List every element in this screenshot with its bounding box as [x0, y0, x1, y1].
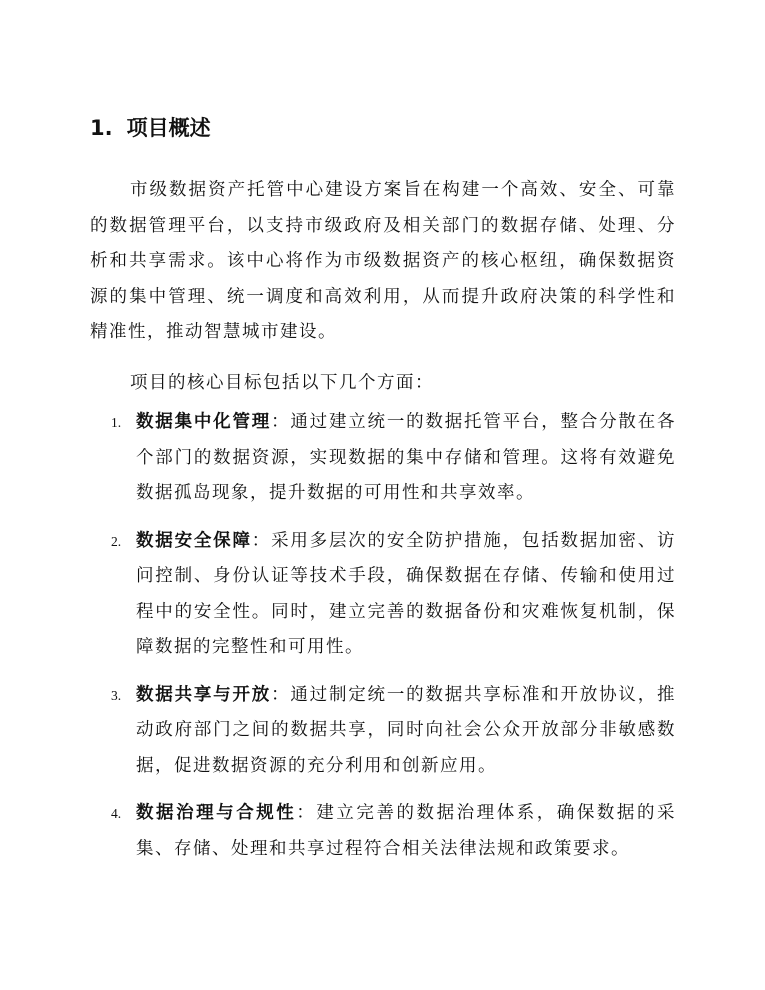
goals-list — [0, 405, 765, 879]
list-item-title: 数据治理与合规性 — [136, 803, 297, 823]
list-item — [0, 524, 676, 666]
list-item-text: ：通过制定统一的数据共享标准和开放协议，推动政府部门之间的数据共享，同时向社会公众开放部分非敏感数据，促进数据资源的充分利用和创新应用。 — [136, 684, 677, 776]
section-number: 1. — [90, 116, 113, 140]
list-item-title: 数据安全保障 — [136, 530, 252, 551]
list-item-title: 数据共享与开放 — [136, 684, 272, 705]
intro-paragraph: 市级数据资产托管中心建设方案旨在构建一个高效、安全、可靠的数据管理平台，以支持市级政府及相关部门的数据存储、处理、分析和共享需求。该中心将作为市级数据资产的核心枢纽，确保数据资源的集中管理、统一调度和高效利用，从而提升政府决策的科学性和精准性，推动智慧城市建设。 — [90, 180, 676, 342]
list-item-text: ：通过建立统一的数据托管平台，整合分散在各个部门的数据资源，实现数据的集中存储和管理。这将有效避免数据孤岛现象，提升数据的可用性和共享效率。 — [136, 412, 677, 503]
list-item-number: 1. — [111, 415, 122, 430]
list-item-number: 4. — [111, 806, 122, 821]
list-item — [0, 405, 676, 512]
list-item-number: 2. — [111, 533, 122, 549]
list-item — [0, 796, 676, 867]
list-item-text: ：采用多层次的安全防护措施，包括数据加密、访问控制、身份认证等技术手段，确保数据在存储、传输和使用过程中的安全性。同时，建立完善的数据备份和灾难恢复机制，保障数据的完整性和可用性。 — [136, 530, 677, 657]
list-item-title: 数据集中化管理 — [136, 412, 272, 432]
list-item-text: ：建立完善的数据治理体系，确保数据的采集、存储、处理和共享过程符合相关法律法规和政策要求。 — [136, 803, 677, 859]
goals-intro-paragraph: 项目的核心目标包括以下几个方面： — [130, 373, 434, 393]
section-title: 项目概述 — [126, 116, 211, 140]
list-item — [0, 678, 676, 785]
section-heading — [90, 113, 211, 143]
list-item-number: 3. — [111, 687, 122, 703]
